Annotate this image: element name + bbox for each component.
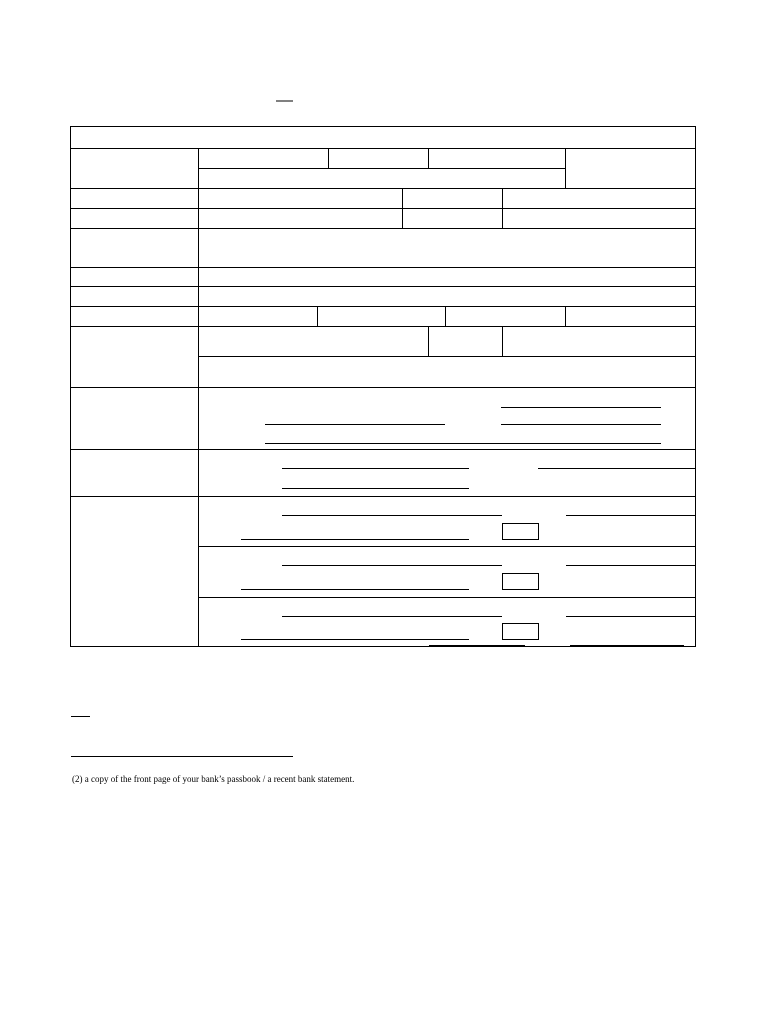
small-entry-box[interactable] xyxy=(503,624,539,640)
row1-field-c[interactable] xyxy=(429,149,565,168)
small-entry-box[interactable] xyxy=(503,524,539,540)
photo-signature-box[interactable] xyxy=(566,149,695,188)
row8-field-a[interactable] xyxy=(199,307,317,326)
row4-field-a[interactable] xyxy=(199,209,402,228)
row8-field-d[interactable] xyxy=(566,307,695,326)
row1-field-a[interactable] xyxy=(199,149,328,168)
entry-lines xyxy=(241,408,695,646)
row3-field-c[interactable] xyxy=(503,189,695,208)
row9-field-c[interactable] xyxy=(503,327,695,356)
row4-field-c[interactable] xyxy=(503,209,695,228)
row8-field-b[interactable] xyxy=(318,307,445,326)
address-field[interactable] xyxy=(199,229,695,267)
row9-field-b[interactable] xyxy=(429,327,502,356)
row9-field-a[interactable] xyxy=(199,327,428,356)
row9-field-d[interactable] xyxy=(199,357,695,386)
form-fields xyxy=(71,127,695,386)
row4-field-b[interactable] xyxy=(403,209,502,228)
row7-field[interactable] xyxy=(199,287,695,306)
row3-field-a[interactable] xyxy=(199,189,402,208)
row8-field-c[interactable] xyxy=(446,307,565,326)
row6-field[interactable] xyxy=(199,268,695,286)
small-entry-box[interactable] xyxy=(503,574,539,590)
small-boxes xyxy=(503,524,539,640)
form-title-cell[interactable] xyxy=(71,127,695,148)
row1-field-b[interactable] xyxy=(329,149,428,168)
row2-field[interactable] xyxy=(199,169,565,188)
row3-field-b[interactable] xyxy=(403,189,502,208)
footnote-text: (2) a copy of the front page of your bank’s passbook / a recent bank statement. xyxy=(72,774,355,784)
